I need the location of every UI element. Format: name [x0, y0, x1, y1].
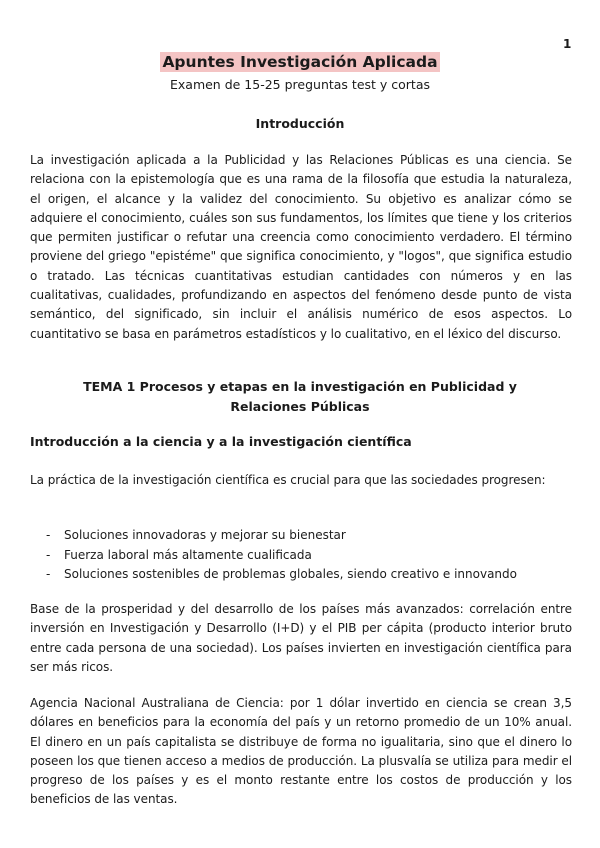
- practice-paragraph: La práctica de la investigación científica es crucial para que las sociedades progresen:: [30, 473, 546, 487]
- title-wrapper: [0, 52, 600, 72]
- intro-paragraph: La investigación aplicada a la Publicidad y las Relaciones Públicas es una ciencia. Se relaciona con la epistemología que es una rama de la filosofía que estudia la naturaleza, el origen, el alcance y la validez del conocimiento. Su objetivo es analizar cómo se adquiere el conocimiento, cuáles son sus fundamentos, los límites que tiene y los criterios que permiten justificar o refutar una creencia como conocimiento verdadero. El término proviene del griego "epistéme" que significa conocimiento, y "logos", que significa estudio o tratado. Las técnicas cuantitativas estudian cantidades con números y en las cualitativas, cualidades, profundizando en aspectos del fenómeno desde punto de vista semántico, del significado, sin incluir el análisis numérico de esos aspectos. Lo cuantitativo se basa en parámetros estadísticos y lo cualitativo, en el léxico del discurso.: [30, 153, 572, 341]
- page-number: 1: [563, 37, 572, 51]
- prosperity-paragraph: Base de la prosperidad y del desarrollo de los países más avanzados: correlación entre inversión en Investigación y Desarrollo (I+D) y el PIB per cápita (producto interior bruto entre cada persona de una sociedad). Los países invierten en investigación científica para ser más ricos.: [30, 602, 572, 674]
- benefits-list: [44, 526, 564, 585]
- intro-heading: Introducción: [255, 116, 345, 131]
- list-item: - Fuerza laboral más altamente cualificada: [44, 546, 564, 566]
- list-item: - Soluciones sostenibles de problemas globales, siendo creativo e innovando: [44, 565, 564, 585]
- document-subtitle: Examen de 15-25 preguntas test y cortas: [169, 77, 430, 92]
- list-item: - Soluciones innovadoras y mejorar su bienestar: [44, 526, 564, 546]
- agency-paragraph: Agencia Nacional Australiana de Ciencia: por 1 dólar invertido en ciencia se crean 3,5 dólares en beneficios para la economía del país y un retorno promedio de un 10% anual. El dinero en un país capitalista se distribuye de forma no igualitaria, sino que el dinero lo poseen los que tienen acceso a medios de producción. La plusvalía se utiliza para medir el progreso de los países y es el monto restante entre los costos de producción y los beneficios de las ventas.: [30, 696, 572, 807]
- document-title: Apuntes Investigación Aplicada: [162, 53, 438, 71]
- tema-heading: TEMA 1 Procesos y etapas en la investigación en Publicidad y Relaciones Públicas: [83, 379, 517, 414]
- section-heading: Introducción a la ciencia y a la investigación científica: [30, 434, 412, 449]
